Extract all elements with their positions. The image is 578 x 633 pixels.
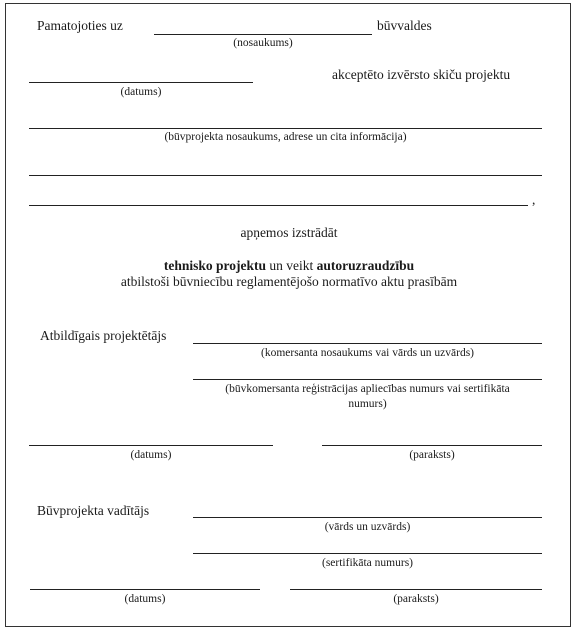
extra-field-2[interactable] xyxy=(29,205,528,206)
vaditajs-label: Būvprojekta vadītājs xyxy=(37,503,150,518)
registracijas-caption-1: (būvkomersanta reģistrācijas apliecības numurs vai sertifikāta xyxy=(225,383,510,395)
komersanta-field[interactable] xyxy=(193,343,542,344)
komersanta-caption: (komersanta nosaukums vai vārds un uzvārds) xyxy=(260,347,474,359)
paraksts-field-2[interactable] xyxy=(290,589,542,590)
datums-caption-top: (datums) xyxy=(120,86,162,98)
nosaukums-field[interactable] xyxy=(154,34,372,35)
middle-text: un veikt xyxy=(266,258,317,273)
sertifikata-field[interactable] xyxy=(193,553,542,554)
nosaukums-caption: (nosaukums) xyxy=(233,37,293,49)
registracijas-field[interactable] xyxy=(193,379,542,380)
paraksts-caption-2: (paraksts) xyxy=(393,593,439,605)
atbildigais-label: Atbildīgais projektētājs xyxy=(40,328,167,343)
datums-field-1[interactable] xyxy=(29,445,273,446)
vards-caption: (vārds un uzvārds) xyxy=(324,521,411,533)
akcepteto-text: akceptēto izvērsto skiču projektu xyxy=(332,67,511,82)
apnemos-text: apņemos izstrādāt xyxy=(240,225,338,240)
vards-field[interactable] xyxy=(193,517,542,518)
datums-field-2[interactable] xyxy=(30,589,260,590)
buvprojekta-caption: (būvprojekta nosaukums, adrese un cita informācija) xyxy=(164,131,407,143)
registracijas-caption-2: numurs) xyxy=(348,398,387,410)
normative-text: atbilstoši būvniecību reglamentējošo normatīvo aktu prasībām xyxy=(120,274,458,289)
commitment-line xyxy=(0,258,578,274)
comma: , xyxy=(532,192,536,207)
datums-caption-1: (datums) xyxy=(130,449,172,461)
paraksts-caption-1: (paraksts) xyxy=(409,449,455,461)
line1-prefix: Pamatojoties uz xyxy=(37,18,123,33)
datums-field-top[interactable] xyxy=(29,82,253,83)
line1-suffix: būvvaldes xyxy=(377,18,432,33)
bold-tehnisko: tehnisko projektu xyxy=(163,258,266,273)
paraksts-field-1[interactable] xyxy=(322,445,542,446)
extra-field-1[interactable] xyxy=(29,175,542,176)
sertifikata-caption: (sertifikāta numurs) xyxy=(321,557,413,569)
bold-autoruzraudzibu: autoruzraudzību xyxy=(316,258,415,273)
buvprojekta-field[interactable] xyxy=(29,128,542,129)
datums-caption-2: (datums) xyxy=(124,593,166,605)
